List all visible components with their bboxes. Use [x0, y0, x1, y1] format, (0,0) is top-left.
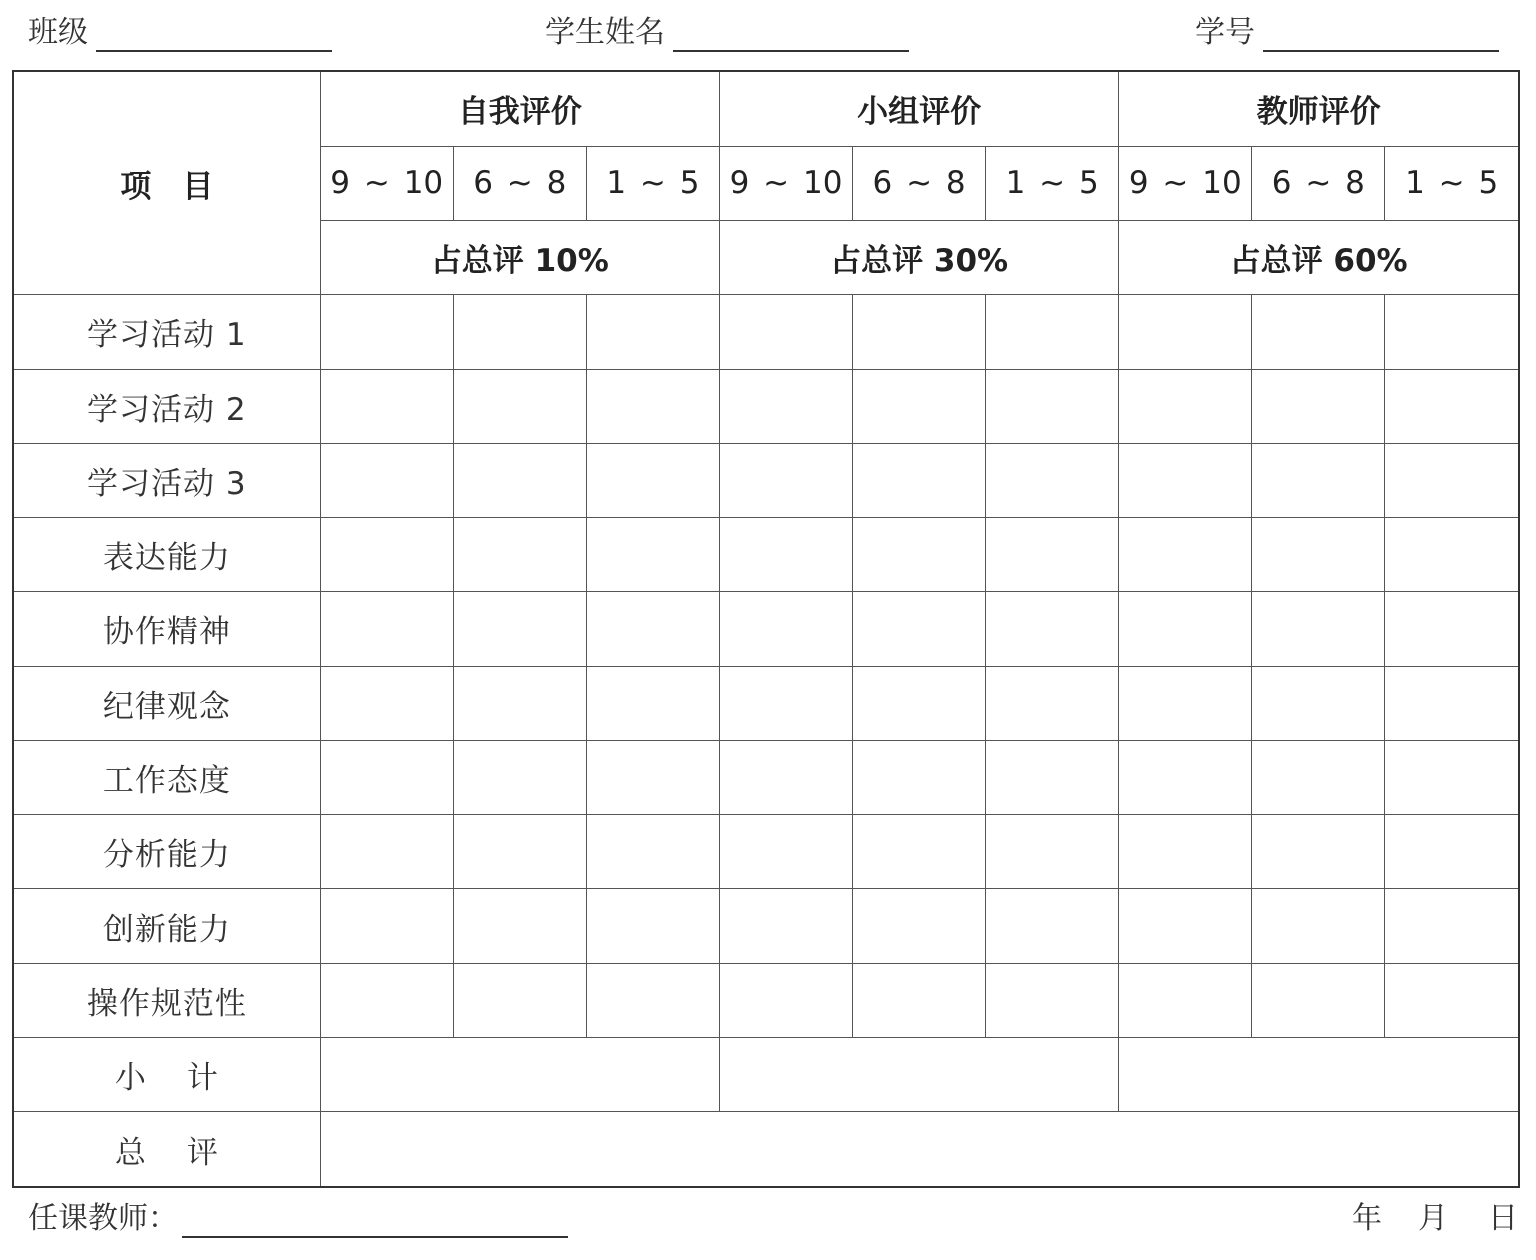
total-label-a: 总	[114, 1134, 147, 1171]
score-cell[interactable]	[853, 592, 986, 666]
row-label: 学习活动 2	[14, 369, 320, 443]
date-year-label: 年	[1352, 1201, 1382, 1236]
subtotal-self-cell[interactable]	[320, 1037, 719, 1111]
weight-team: 占总评 30%	[719, 221, 1118, 295]
score-cell[interactable]	[986, 592, 1119, 666]
class-field[interactable]	[28, 12, 332, 54]
score-cell[interactable]	[1119, 518, 1252, 592]
student-info-row	[0, 12, 1536, 60]
row-label: 纪律观念	[14, 666, 320, 740]
range-self-low: 1 ~ 5	[586, 146, 719, 220]
score-cell[interactable]	[1119, 963, 1252, 1037]
score-cell[interactable]	[453, 963, 586, 1037]
table-row	[14, 518, 1518, 592]
score-cell[interactable]	[853, 666, 986, 740]
score-cell[interactable]	[586, 369, 719, 443]
score-cell[interactable]	[1385, 443, 1518, 517]
student-name-label: 学生姓名	[545, 15, 665, 50]
table-row	[14, 666, 1518, 740]
score-cell[interactable]	[586, 889, 719, 963]
class-blank[interactable]	[96, 50, 332, 52]
score-cell[interactable]	[719, 815, 852, 889]
score-cell[interactable]	[453, 666, 586, 740]
score-cell[interactable]	[1252, 518, 1385, 592]
score-cell[interactable]	[320, 443, 453, 517]
score-cell[interactable]	[453, 592, 586, 666]
range-teacher-low: 1 ~ 5	[1385, 146, 1518, 220]
score-cell[interactable]	[1385, 295, 1518, 369]
score-cell[interactable]	[1252, 369, 1385, 443]
student-name-field[interactable]	[545, 12, 909, 54]
range-team-mid: 6 ~ 8	[853, 146, 986, 220]
score-cell[interactable]	[853, 740, 986, 814]
score-cell[interactable]	[453, 518, 586, 592]
score-cell[interactable]	[586, 963, 719, 1037]
range-team-low: 1 ~ 5	[986, 146, 1119, 220]
score-cell[interactable]	[453, 369, 586, 443]
score-cell[interactable]	[719, 963, 852, 1037]
score-cell[interactable]	[1252, 963, 1385, 1037]
score-cell[interactable]	[853, 369, 986, 443]
score-cell[interactable]	[853, 295, 986, 369]
score-cell[interactable]	[986, 889, 1119, 963]
row-label: 创新能力	[14, 889, 320, 963]
teacher-label: 任课教师：	[28, 1201, 178, 1236]
row-label: 表达能力	[14, 518, 320, 592]
student-id-label: 学号	[1195, 15, 1255, 50]
score-cell[interactable]	[453, 443, 586, 517]
score-cell[interactable]	[453, 295, 586, 369]
score-cell[interactable]	[853, 443, 986, 517]
range-teacher-high: 9 ~ 10	[1119, 146, 1252, 220]
range-self-high: 9 ~ 10	[320, 146, 453, 220]
subtotal-label-a: 小	[114, 1060, 147, 1097]
total-label	[14, 1112, 320, 1186]
score-cell[interactable]	[453, 889, 586, 963]
score-cell[interactable]	[1119, 592, 1252, 666]
score-cell[interactable]	[1252, 666, 1385, 740]
score-cell[interactable]	[1385, 889, 1518, 963]
teacher-field[interactable]	[28, 1196, 568, 1242]
table-row	[14, 369, 1518, 443]
score-cell[interactable]	[1385, 815, 1518, 889]
score-cell[interactable]	[986, 518, 1119, 592]
score-cell[interactable]	[853, 518, 986, 592]
score-cell[interactable]	[719, 518, 852, 592]
score-cell[interactable]	[320, 295, 453, 369]
range-self-mid: 6 ~ 8	[453, 146, 586, 220]
table-row	[14, 592, 1518, 666]
score-cell[interactable]	[719, 666, 852, 740]
evaluation-table	[12, 70, 1520, 1188]
row-label: 学习活动 3	[14, 443, 320, 517]
score-cell[interactable]	[1385, 518, 1518, 592]
table-row	[14, 443, 1518, 517]
subtotal-team-cell[interactable]	[719, 1037, 1118, 1111]
score-cell[interactable]	[1385, 963, 1518, 1037]
score-cell[interactable]	[1252, 295, 1385, 369]
score-cell[interactable]	[853, 815, 986, 889]
score-cell[interactable]	[320, 369, 453, 443]
teacher-blank[interactable]	[182, 1236, 568, 1238]
range-teacher-mid: 6 ~ 8	[1252, 146, 1385, 220]
score-cell[interactable]	[586, 295, 719, 369]
group-title-teacher: 教师评价	[1119, 72, 1518, 146]
score-cell[interactable]	[986, 815, 1119, 889]
score-cell[interactable]	[1252, 889, 1385, 963]
table-row	[14, 889, 1518, 963]
score-cell[interactable]	[586, 518, 719, 592]
score-cell[interactable]	[320, 518, 453, 592]
group-title-team: 小组评价	[719, 72, 1118, 146]
score-cell[interactable]	[719, 369, 852, 443]
score-cell[interactable]	[1119, 740, 1252, 814]
item-header: 项 目	[120, 168, 214, 205]
score-cell[interactable]	[1119, 815, 1252, 889]
table-row	[14, 963, 1518, 1037]
score-cell[interactable]	[986, 740, 1119, 814]
student-id-field[interactable]	[1195, 12, 1499, 54]
total-score-cell[interactable]	[320, 1112, 1518, 1186]
score-cell[interactable]	[1252, 740, 1385, 814]
score-cell[interactable]	[719, 889, 852, 963]
item-header-cell	[14, 72, 320, 295]
date-month-label: 月	[1418, 1201, 1448, 1236]
score-cell[interactable]	[1119, 443, 1252, 517]
weight-teacher: 占总评 60%	[1119, 221, 1518, 295]
table-row	[14, 295, 1518, 369]
score-cell[interactable]	[1252, 443, 1385, 517]
score-cell[interactable]	[320, 963, 453, 1037]
score-cell[interactable]	[1252, 592, 1385, 666]
score-cell[interactable]	[1119, 889, 1252, 963]
score-cell[interactable]	[1119, 295, 1252, 369]
score-cell[interactable]	[853, 889, 986, 963]
subtotal-teacher-cell[interactable]	[1119, 1037, 1518, 1111]
score-cell[interactable]	[1385, 369, 1518, 443]
score-cell[interactable]	[1252, 815, 1385, 889]
subtotal-row	[14, 1037, 1518, 1111]
score-cell[interactable]	[1385, 666, 1518, 740]
total-label-b: 评	[186, 1134, 219, 1171]
range-team-high: 9 ~ 10	[719, 146, 852, 220]
row-label: 协作精神	[14, 592, 320, 666]
score-cell[interactable]	[586, 666, 719, 740]
score-cell[interactable]	[1119, 369, 1252, 443]
signature-row	[0, 1196, 1536, 1246]
score-cell[interactable]	[719, 443, 852, 517]
score-cell[interactable]	[1385, 740, 1518, 814]
score-cell[interactable]	[320, 889, 453, 963]
score-cell[interactable]	[719, 740, 852, 814]
subtotal-label	[14, 1037, 320, 1111]
row-label: 学习活动 1	[14, 295, 320, 369]
score-cell[interactable]	[586, 592, 719, 666]
score-cell[interactable]	[320, 592, 453, 666]
score-cell[interactable]	[986, 443, 1119, 517]
table-row	[14, 740, 1518, 814]
table-row	[14, 815, 1518, 889]
group-header-row	[14, 72, 1518, 146]
score-cell[interactable]	[586, 740, 719, 814]
score-cell[interactable]	[853, 963, 986, 1037]
row-label: 分析能力	[14, 815, 320, 889]
student-id-blank[interactable]	[1263, 50, 1499, 52]
score-cell[interactable]	[1385, 592, 1518, 666]
score-cell[interactable]	[986, 963, 1119, 1037]
score-cell[interactable]	[719, 592, 852, 666]
score-cell[interactable]	[986, 666, 1119, 740]
score-cell[interactable]	[986, 369, 1119, 443]
group-title-self: 自我评价	[320, 72, 719, 146]
score-cell[interactable]	[586, 815, 719, 889]
score-cell[interactable]	[453, 740, 586, 814]
score-cell[interactable]	[453, 815, 586, 889]
weight-self: 占总评 10%	[320, 221, 719, 295]
score-cell[interactable]	[320, 815, 453, 889]
total-row	[14, 1112, 1518, 1186]
score-cell[interactable]	[1119, 666, 1252, 740]
row-label: 工作态度	[14, 740, 320, 814]
student-name-blank[interactable]	[673, 50, 909, 52]
score-cell[interactable]	[719, 295, 852, 369]
score-cell[interactable]	[986, 295, 1119, 369]
row-label: 操作规范性	[14, 963, 320, 1037]
score-cell[interactable]	[320, 666, 453, 740]
score-cell[interactable]	[320, 740, 453, 814]
subtotal-label-b: 计	[186, 1060, 219, 1097]
class-label: 班级	[28, 15, 88, 50]
date-day-label: 日	[1488, 1201, 1518, 1236]
score-cell[interactable]	[586, 443, 719, 517]
